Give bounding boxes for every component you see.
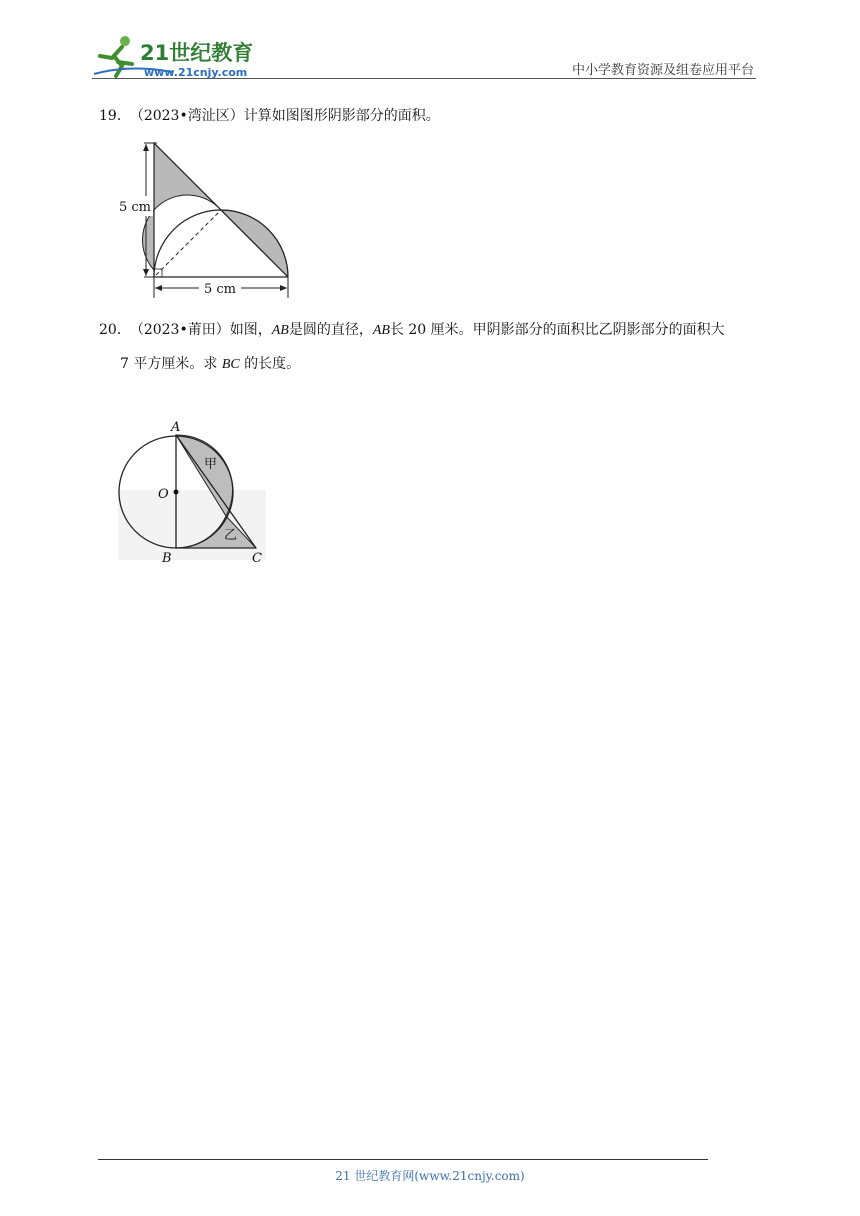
platform-name: 中小学教育资源及组卷应用平台 (571, 63, 754, 78)
footer-text: 21 世纪教育网(www.21cnjy.com) (335, 1169, 525, 1183)
question-source: （2023•湾沚区） (136, 108, 244, 124)
segment-ab: AB (372, 323, 390, 338)
center-point (174, 490, 179, 495)
question-number: 19． (99, 108, 131, 124)
label-yi: 乙 (224, 528, 238, 543)
label-c: C (252, 551, 262, 566)
site-logo (92, 34, 262, 80)
question-20: 20． （2023•莆田）如图，AB是圆的直径，AB长 20 厘米。甲阴影部分的面积比乙阴影部分的面积大 (99, 322, 725, 338)
footer-divider (98, 1159, 708, 1160)
question-19 (99, 103, 440, 129)
question-20-line-2: 7 平方厘米。求 BC 的长度。 (120, 356, 301, 372)
question-number: 20． (99, 322, 131, 338)
segment-bc: BC (221, 357, 240, 372)
label-jia: 甲 (204, 457, 218, 472)
question-text: 计算如图图形阴影部分的面积。 (243, 108, 440, 124)
logo-main-text: 21世纪教育 (140, 41, 254, 65)
label-o: O (158, 487, 169, 502)
label-b: B (162, 551, 172, 566)
figure-20 (112, 414, 272, 566)
dashed-chord (156, 210, 221, 275)
logo-sub-text: www.21cnjy.com (144, 66, 248, 79)
segment-ab: AB (271, 323, 289, 338)
question-source: （2023•莆田） (136, 322, 230, 338)
figure-19 (115, 138, 300, 300)
label-a: A (171, 420, 181, 435)
height-label: 5 cm (119, 200, 152, 215)
header-divider (92, 78, 756, 79)
width-label: 5 cm (204, 282, 237, 297)
